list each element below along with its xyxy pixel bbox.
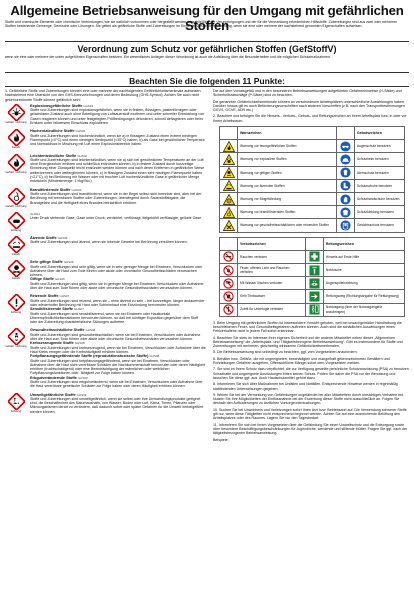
sign-row (220, 303, 405, 316)
sign-row (220, 206, 405, 219)
sign-label: Warnung vor brandfördernden Stoffen (238, 206, 337, 219)
no-smoking-icon (223, 251, 234, 262)
points-heading: Beachten Sie die folgenden 11 Punkte: (129, 76, 285, 86)
closing-label: Beispiele: (213, 437, 229, 442)
sign-row (220, 263, 405, 276)
hazard-name: Sehr giftige Stoffe (30, 260, 63, 265)
ghs01-explosive-icon (8, 104, 25, 121)
hazard-name: Erbgutverändernde Stoffe (30, 375, 77, 380)
hazard-caption: Gefahr / Achtung (5, 169, 27, 174)
hazard-code: GHS06 (54, 277, 65, 282)
sign-label: Notdusche (323, 263, 404, 276)
hazard-caption: Achtung (10, 310, 22, 315)
hazard-text: Stoffe und Zubereitungen sind gesundheitsschädlich, wenn sie bei Einatmen, Verschlucken oder Aufnahme über die Haut zum Tode führen oder akute oder chronische Gesundheitsschäden verursachen können. (30, 332, 201, 342)
hazard-caption: Gefahr (11, 145, 21, 150)
hazard-text: Stoffe und Zubereitungen sind fortpflanzungsgefährdend, wenn sie bei Einatmen, Verschlucken oder Aufnahme über die Haut nicht vererbbare Schäden der Nachkommenschaft hervorrufen oder deren Häufigkeit erhöhen (fruchtschädigend) oder eine Beeinträchtigung der männlichen oder weiblichen Fortpflanzungsfunktionen oder -fähigkeit zur Folge haben können. (30, 358, 205, 376)
hazard-caption: Achtung (10, 227, 22, 232)
hazard-entry (5, 393, 206, 414)
hazard-entry (5, 104, 206, 125)
hazard-code: GHS08 (74, 341, 85, 346)
signs-table-prohibition-rescue (219, 237, 405, 317)
sign-row (220, 250, 405, 263)
ghs04-gas-cylinder-icon (8, 212, 25, 229)
ghs02-flame-icon (8, 154, 25, 171)
hazard-text: Stoffe und Zubereitungen sind erbgutverändernd, wenn sie bei Einatmen, Verschlucken oder Aufnahme über die Haut vererbbare genetische Schäden zur Folge haben oder deren Häufigkeit erhöhen können. (30, 379, 203, 389)
hazard-entry (5, 188, 206, 208)
hazard-caption: Gefahr / Achtung (5, 344, 27, 349)
eyewash-icon (309, 278, 320, 289)
regulation-paragraph: wenn sie eine oder mehrere der unten aufgeführten Eigenschaften besitzen. Ein wesentliches Anliegen dieser Verordnung ist auch die Aufklärung über die Besonderheiten und die möglichen Schutzmaßnahmen. (5, 55, 331, 59)
hazard-text: Stoffe und Zubereitungen sind ätzend, wenn sie lebende Gewebe bei Berührung zerstören können. (30, 240, 188, 245)
sign-label: Schutzschuhe benutzen (354, 179, 404, 192)
no-entry-icon (223, 304, 234, 315)
hazard-caption: Gefahr / Achtung (5, 119, 27, 124)
point-8: 8. Informieren Sie sich über Maßnahmen bei Unfällen und Notfällen. Entsprechende Hinweise werden in regelmäßig stattfindenden Unterweisungen gegeben. (213, 382, 398, 391)
sign-row (220, 179, 405, 192)
ghs07-exclamation-icon (8, 294, 25, 311)
hazard-text: Stoffe und Zubereitungen sind hochentzündlich, wenn sie a) in flüssigem Zustand einen extrem niedrigen Flammpunkt (<0°C) und einen niedrigen Siedepunkt (<35°C) haben, b) als Gase bei gewöhnlicher Temperatur und Normaldruck in Mischung mit Luft einen Explosionsbereich haben. (30, 133, 205, 147)
sign-row (220, 153, 405, 166)
sign-label: Augenschutz benutzen (354, 140, 404, 153)
ghs06-skull-icon (8, 260, 25, 277)
safety-boots-icon (340, 180, 351, 191)
hazard-code: GHS09 (76, 392, 87, 397)
sign-row (220, 277, 405, 290)
hazard-code: GHS02 (77, 153, 88, 158)
paragraph: Die genannten Gefährlichkeitsmerkmale können an verschiedenen Arbeitsplätzen unterschiedliche Auswirkungen haben. Darüber hinaus gilt es auch Beförderungsvorschriften nach anderen Vorschriften (z.B. nach den Transportbestimmungen GGVS, GGVE, ADR etc.) (213, 99, 405, 113)
hazard-entry (5, 328, 206, 388)
point-3: 3. Beim Umgang mit gefährlichen Stoffen ist insbesondere Vorsicht geboten, weil bei unsachgemäßer Handhabung die beschriebenen Feuer- und Gesundheitsgefahren auftreten können. Auch sind die schädlichen Auswirkungen eines Fehlverhaltens nicht in jedem Fall sofort erkennbar. (213, 320, 402, 334)
sign-label: Warnung vor explosiven Stoffen (238, 153, 337, 166)
corrosive-warning-icon (223, 180, 235, 191)
hazard-code: GHS08 (149, 354, 160, 359)
hazard-text: Stoffe und Zubereitungen sind leichtentzündlich, wenn sie a) sich bei gewöhnlichen Temperaturen an der Luft ohne Energiezufuhr erhitzen und schließlich entzünden können, b) in festem Zustand durch kurzzeitige Einwirkung einer Zündquelle leicht entzündet werden können und nach deren Entfernen in gefährlicher Weise weiterbrennen oder weiterglimmen können, c) in flüssigem Zustand einen sehr niedrigen Flammpunkt haben (<21°C), d) bei Berührung mit Wasser oder mit feuchter Luft hochentzündliche Gase in gefährlicher Menge entwickeln (Mindestmenge: 1 l/kg/Std.). (30, 157, 205, 184)
sign-label: Hinweis auf Erste Hilfe (323, 250, 404, 263)
oxidizing-warning-icon (223, 207, 235, 218)
hazard-entry (5, 212, 206, 232)
flammable-warning-icon (223, 141, 235, 152)
hazard-caption: Gefahr (11, 276, 21, 281)
point-11: 11. Informieren Sie sich bei Ihrem Vorgesetzten über die Gefährdung Sie einen Umweltschutz und die Entsorgung sowie über besondere Beschäftigungsbeschränkungen für Jugendliche, werdende und stillende Mütter. Fragen Sie ggf. nach der tätigkeitsbezogenen Betriebsanweisung. (213, 422, 408, 436)
hazard-text: Stoffe und Zubereitungen sind sehr giftig, wenn sie in sehr geringer Menge bei Einatmen, Verschlucken oder Aufnahme über die Haut zum Tode führen oder akute oder chronische Gesundheitsschäden verursachen können. (30, 264, 203, 278)
hazard-text: Stoffe und Zubereitungen sind umweltgefährlich, wenn sie selbst oder ihre Umwandlungsprodukte geeignet sind, die Beschaffenheit des Naturhaushalts, von Wasser, Boden oder Luft, Klima, Tieren, Pflanzen oder Mikroorganismen derart zu verändern, daß dadurch sofort oder später Gefahren für die Umwelt herbeigeführt werden können. (30, 396, 204, 414)
hazard-name: Reizende Stoffe (30, 294, 59, 299)
protective-clothing-icon (340, 207, 351, 218)
column-header: Gebotszeichen (354, 127, 404, 140)
respirator-icon (340, 167, 351, 178)
column-header: Rettungszeichen (323, 237, 404, 250)
ghs02-flame-icon (8, 129, 25, 146)
divider (5, 41, 409, 42)
hazard-name: Krebserzeugende Stoffe (30, 341, 74, 346)
hazard-code: GHS02 (75, 129, 86, 134)
sign-row (220, 193, 405, 206)
hazard-name: Leichtentzündliche Stoffe (30, 153, 77, 158)
column-header: Warnzeichen (238, 127, 337, 140)
sign-label: Rettungsweg (Richtungsangabe für Rettungsweg) (323, 290, 404, 303)
face-shield-icon (340, 220, 351, 231)
column-header: Verbotszeichen (238, 237, 306, 250)
hazard-entry (5, 154, 206, 184)
intro-paragraph: Stoffe und chemische Elemente oder chemische Verbindungen, wie sie natürlich vorkommen oder hergestellt werden, einschließlich der Verunreinigungen und der für die Vermarktung erforderlichen Hilfsstoffe. Zubereitungen sind aus zwei oder mehreren Stoffen bestehende Gemenge, Gemische oder Lösungen. Sie gelten als gefährliche Stoffe und Zubereitungen im Sinne der Gefahrstoffverordnung, wenn sie eine oder mehrere der nachstehend genannten Eigenschaften aufweisen. (5, 20, 398, 29)
sign-label: Warnung vor gesundheitsschädlichen oder reizenden Stoffen (238, 219, 337, 232)
hazard-name: Ätzende Stoffe (30, 236, 57, 241)
sign-label: Warnung vor ätzenden Stoffen (238, 179, 337, 192)
escape-route-arrow-icon (309, 291, 320, 302)
sign-label: Warnung vor giftigen Stoffen (238, 166, 337, 179)
hazard-caption: Gefahr / Achtung (5, 203, 27, 208)
ghs08-health-hazard-icon (8, 328, 25, 345)
first-aid-icon (309, 251, 320, 262)
hazard-caption: Gefahr (11, 252, 21, 257)
document-title: Allgemeine Betriebsanweisung für den Umgang mit gefährlichen Stoffen (10, 3, 404, 33)
right-column (213, 89, 410, 599)
signs-table-warning-mandatory (219, 126, 405, 233)
biohazard-warning-icon (223, 194, 235, 205)
emergency-shower-icon (309, 265, 320, 276)
sign-label: Warnung vor feuergefährlichen Stoffen (238, 140, 337, 153)
hazard-name: Brandfördernde Stoffe (30, 187, 71, 192)
paragraph: Die auf dem Vorratsgefäß und in den besonderen Betriebsanweisungen aufgeführten Gefahrenhinweise (H-Sätze) und Sicherheitsratschläge (P-Sätze) sind zu beachten. (213, 89, 402, 98)
sign-label: Rauchen verboten (238, 250, 306, 263)
no-drinking-water-icon (223, 291, 234, 302)
hazard-entry (5, 129, 206, 149)
hazard-name: Gesundheitsschädliche Stoffe (30, 328, 85, 333)
hazard-name: Fortpflanzungsgefährdende Stoffe (reproduktionstoxische Stoffe) (30, 354, 149, 359)
hazard-entry (5, 236, 206, 256)
sign-label: Feuer, offenes Licht und Rauchen verboten (238, 263, 306, 276)
hazard-code: GHS07 (59, 294, 70, 299)
hazard-name: Umweltgefährliche Stoffe (30, 392, 76, 397)
gloves-icon (340, 194, 351, 205)
sign-label: Notausgang (über der Notausgangstür anzubringen) (323, 303, 404, 316)
sign-label: Mit Wasser löschen verboten (238, 277, 306, 290)
hazard-name: Giftige Stoffe (30, 277, 54, 282)
point-7: 7. Sie sind im Ihrem Schutz dazu verpflichtet, die zur Verfügung gestellte persönliche Schutzausrüstung (PSA) zu benutzen. Schadhafte und ungeeignete Ausrüstungen bitten keinen Schutz. Prüfen Sie daher die PSA vor der Benutzung und tauschen Sie diese ggf. aus. Auch Hautschutzmittel gehört dazu. (213, 367, 410, 380)
sign-row (220, 290, 405, 303)
toxic-warning-icon (223, 167, 235, 178)
hazard-code: GHS04 (30, 211, 40, 216)
sign-row (220, 166, 405, 179)
hazard-entry (5, 294, 206, 324)
point-9: 9. Wirken Sie bei der Vermeidung von Gefährdungen ungefährdet bei aller Mitarbeitern durch umsichtiges Verhalten mit. Nutzen Sie Ihre Möglichkeiten der Einflussnahme bei der Erwerbung dieser Stoffe nicht ausschließlich an. Folgen Sie deshalb den Aufforderungen zu ärztlichen Vorsorgeuntersuchungen. (213, 392, 404, 406)
hazard-text: Stoffe und Zubereitungen sind sensibilisierend, wenn sie bei Einatmen oder Hautkontakt Überempfindlichkeitsreaktionen hervorrufen können, so daß bei künftiger Exposition gegenüber dem Stoff oder der Zubereitung charakteristische Störungen auftreten. (30, 311, 198, 325)
hazard-name: Explosionsgefährliche Stoffe (30, 103, 83, 108)
sign-label: Atemschutz benutzen (354, 166, 404, 179)
hazard-code: GHS08 (77, 375, 88, 380)
hazard-text: Stoffe und Zubereitungen sind reizend, wenn sie – ohne ätzend zu sein – bei kurzzeitiger, länger andauernder oder wiederholter Berührung mit Haut oder Schleimhaut eine Entzündung hervorrufen können. (30, 298, 205, 307)
hazard-code: GHS01 (83, 103, 94, 108)
hazard-code: GHS05 (57, 236, 68, 241)
point-4: 4. Beachten Sie stets im Interesse Ihrer eigenen Sicherheit und der anderer Mitarbeiter neben dieser „Allgemeinen Betriebsanweisung“ die „Arbeitsplatz- und Tätigkeitsbezogene Betriebsanweisung“. Gibt es insbesondere für Stoffe und Zubereitungen mit mehreren, gleichzeitig wirksamen Gefährlichkeitsmerkmalen. (213, 335, 403, 349)
point-1: 1. Gefährliche Stoffe und Zubereitungen können eine oder mehrere der nachfolgenden Gefährlichkeitsmerkmale aufweisen. Nachstehend eine Übersicht von den GHS-Kennzeichnungen und deren Bedeutung (GHS-Symbol). Achten Sie auch nicht gekennzeichnete Stoffe können gefährlich sein! (5, 89, 202, 102)
eye-protection-icon (340, 141, 351, 152)
sign-row (220, 219, 405, 232)
hard-hat-icon (340, 154, 351, 165)
explosive-warning-icon (223, 154, 235, 165)
hazard-text: Stoffe und Zubereitungen sind brandfördernd, wenn sie in der Regel selbst nicht brennbar sind, aber bei der Berührung mit brennbaren Stoffen oder Zubereitungen, überwiegend durch Sauerstoffabgabe, die Brandgefahr und die Heftigkeit eines Brandes beträchtlich erhöhen. (30, 191, 202, 205)
hazard-code: GHS08 (85, 328, 96, 333)
hazard-text: Stoffe und Zubereitungen sind krebserzeugend, wenn sie bei Einatmen, Verschlucken oder Aufnahme über die Haut Krebs erregen oder die Krebshäufigkeit erhöhen können. (30, 345, 206, 354)
hazard-entry (5, 260, 206, 290)
no-water-extinguishing-icon (223, 278, 234, 289)
ghs03-oxidizing-icon (8, 188, 25, 205)
hazard-text: Stoffe und Zubereitungen sind giftig, wenn sie in geringer Menge bei Einatmen, Verschlucken oder Aufnahme über die Haut zum Tode führen oder akute oder chronische Gesundheitsschäden verursachen können. (30, 281, 204, 291)
harmful-warning-icon (223, 220, 235, 231)
hazard-name: Sensibilisierende Stoffe (30, 307, 74, 312)
divider (5, 72, 409, 73)
divider (5, 86, 409, 87)
left-column (5, 89, 206, 599)
hazard-name: Hochentzündliche Stoffe (30, 129, 75, 134)
hazard-caption: Achtung (10, 408, 22, 413)
emergency-exit-icon (309, 304, 320, 315)
sign-label: Schutzkleidung benutzen (354, 206, 404, 219)
sign-label: Gesichtsschutz benutzen (354, 219, 404, 232)
hazard-text: Unter Druck stehende Gase, Gase unter Druck; verdichtet, verflüssigt, tiefgekühlt verflüssigte, gelöste Gase (30, 216, 202, 221)
hazard-code: GHS07 (74, 307, 84, 312)
ghs05-corrosive-icon (8, 236, 25, 253)
point-10: 10. Suchen Sie bei Unwohlsein und Verletzungen sofort Ihren Arzt bzw. Betriebsarzt auf. Die Verwendung schwerer Stoffe gilt nur, wenn diese Tätigkeiten nicht entsprechend begrenzt werden. Achten Sie auf eine ausreichende Belüftung des Arbeitsplatzes oder des Raumes. Lagern Sie nur den Tagesbedarf. (213, 407, 407, 421)
point-6: 6. Behälter bzw. Gefäße, die mit ungeeigneten, beschädigten und mangelhaft gekennzeichneten Behältern und Rohrleitungen Gefahren ausgehen, Offensichtliche Mängel sofort dem Vorgesetzten melden. (213, 356, 390, 366)
sign-label: Zutritt für Unbefugte verboten (238, 303, 306, 316)
sign-label: Warnung vor Biogefährdung (238, 193, 337, 206)
sign-row (220, 140, 405, 153)
hazard-code: GHS03 (71, 187, 82, 192)
point-5: 5. Die Betriebsanweisung sind unbedingt zu beachten, ggf. vom Vorgesetzten anzufordern. (213, 350, 358, 355)
sign-label: Schutzhelm benutzen (354, 153, 404, 166)
ghs09-environment-icon (8, 393, 25, 410)
no-open-flame-icon (223, 265, 234, 276)
regulation-title: Verordnung zum Schutz vor gefährlichen Stoffen (GefStoffV) (77, 44, 337, 54)
point-2: 2. Beachten und befolgen Sie die Hinweis-, Verbots-, Gebots- und Rettungszeichen an Ihrem Arbeitsplatz bzw. in oder vor Ihrem Arbeitsraum. (213, 114, 407, 123)
hazard-text: Stoffe und Zubereitungen sind explosionsgefährlich, wenn sie in festem, flüssigem, pastenförmigem oder gelatinösem Zustand auch ohne Beteiligung von Luftsauerstoff exotherm und unter schneller Entwicklung von Gasen reagieren können und unter festgelegten Prüfbedingungen detonieren, schnell deflagrieren oder beim Erhitzen unter teilweisem Einschluss explodieren. (30, 108, 204, 126)
sign-label: Schutzhandschuhe benutzen (354, 193, 404, 206)
sign-label: Kein Trinkwasser (238, 290, 306, 303)
sign-label: Augenspüleinrichtung (323, 277, 404, 290)
hazard-code: GHS06 (63, 260, 74, 265)
